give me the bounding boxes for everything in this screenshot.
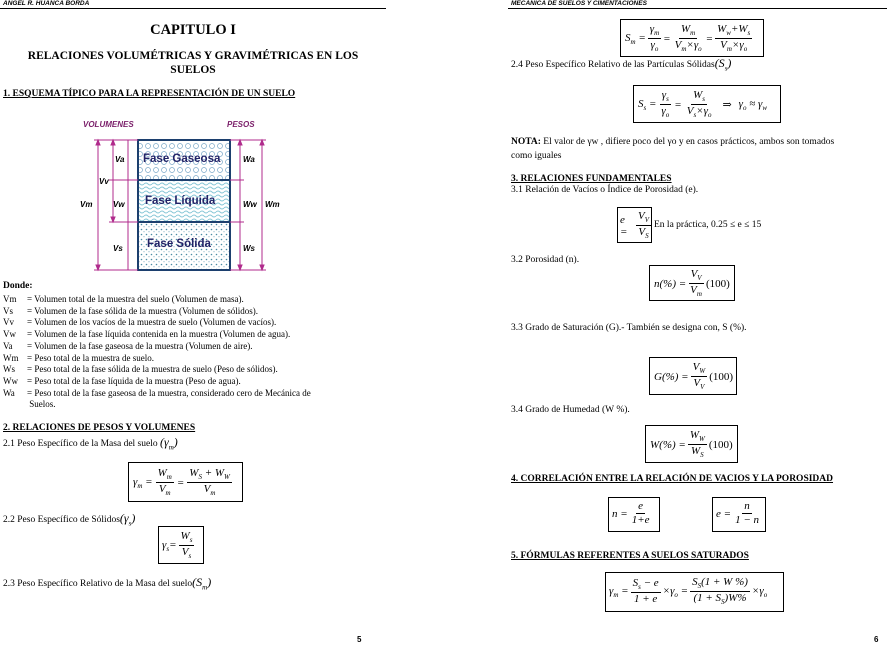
definition-item [3,364,278,375]
definition-key: Va [3,340,13,351]
definition-item [3,306,258,317]
definition-item [3,329,290,340]
definition-text: = Peso total de la fase sólida de la muestra de suelo (Peso de sólidos). [27,364,278,375]
definition-text: = Peso total de la muestra de suelo. [27,352,155,363]
definition-text: = Volumen de la fase líquida contenida en la muestra (Volumen de agua). [27,329,291,340]
s21-text: 2.1 Peso Específico de la Masa del suelo $(\gamma_m)$ [3,435,178,452]
phase-gas-label: Fase Gaseosa [143,153,221,165]
left-header-rule [0,8,386,9]
practice-range: En la práctica, 0.25 ≤ e ≤ 15 [654,220,762,230]
s23-text: 2.3 Peso Específico Relativo de la Masa del $suelo(S_m)$ [3,575,212,592]
wm-label: Wm [265,200,280,209]
formula-e-from-n: e = $\frac{n}{1 - n}$ [712,497,766,532]
soil-phase-diagram [0,118,386,278]
chapter-subtitle-line2: SUELOS [170,64,216,76]
definition-item [3,376,241,387]
definition-key: Wa [3,387,15,398]
s22-label: 2.2 Peso Específico de Sólidos [3,515,120,525]
right-page [508,0,887,645]
definition-text: = Volumen total de la muestra del suelo (Volumen de masa). [27,294,244,304]
ws-label: Ws [243,244,255,253]
definition-text: = Peso total de la fase líquida de la muestra (Peso de agua). [27,375,241,386]
formula-n: n(%) = $\frac{V_V}{V_m}$ (100) [649,265,735,301]
s34-text: 3.4 Grado de Humedad (W %). [511,405,630,415]
formula-sm: $S_m$ = $\frac{\gamma_m}{\gamma_o}$ = $\frac{W_m}{V_m\times\gamma_o}$ = $\frac{W_w+W_s}{V_m\times\gamma_o}$ [620,19,764,57]
section-5-heading: 5. FÓRMULAS REFERENTES A SUELOS SATURADOS [511,551,749,561]
vm-label: Vm [80,200,93,209]
section-1-heading: 1. ESQUEMA TÍPICO PARA LA REPRESENTACIÓN DE UN SUELO [3,89,296,99]
formula-gamma-s: $\gamma_s=$ $\frac{W_s}{V_s}$ [158,526,204,564]
definition-text: = Volumen de la fase sólida de la muestra (Volumen de sólidos). [27,305,259,316]
definition-key: Ww [3,375,18,386]
definition-text: = Volumen de los vacíos de la muestra de suelo (Volumen de vacíos). [27,317,277,328]
nota-text-1: El valor de γw , difiere poco del γo y en casos prácticos, ambos son tomados [540,137,835,147]
vs-label: Vs [113,244,123,253]
section-3-heading: 3. RELACIONES FUNDAMENTALES [511,174,672,184]
formula-ss: $S_s$ = $\frac{\gamma_s}{\gamma_o}$ = $\frac{W_s}{V_s\times\gamma_o}$ ⇒ $\gamma_o \approx \gamma_w$ [633,85,781,123]
right-page-number: 6 [874,635,879,644]
formula-w: W(%) = $\frac{W_W}{W_S}$ (100) [645,425,738,463]
formula-gamma-m-saturated: $\gamma_m$ = $\frac{S_s - e}{1 + e}$ $\times\gamma_o$ = $\frac{S_S(1 + W \%)}{(1 + S_S)W\%}$ $\times\gamma_o$ [605,572,784,612]
nota-line2: como iguales [511,151,562,161]
definition-text: = Peso total de la fase gaseosa de la muestra, considerado cero de Mecánica de [27,387,311,398]
va-label: Va [115,155,125,164]
ww-label: Ww [243,200,257,209]
vv-label: Vv [99,177,109,186]
section-2-heading: 2. RELACIONES DE PESOS Y VOLUMENES [3,423,196,433]
left-header: ANGEL R. HUANCA BORDA [3,0,90,7]
definition-key: Vv [3,317,14,328]
definition-key: Wm [3,352,19,363]
s24-label: 2.4 Peso Específico Relativo de las Partículas Sólidas [511,60,715,70]
definition-text: = Volumen de la fase gaseosa de la muestra (Volumen de aire). [27,340,253,351]
right-header-rule [508,8,887,9]
nota-bold: NOTA: [511,137,541,147]
definition-item [3,353,154,364]
left-page [0,0,386,645]
formula-n-from-e: n = $\frac{e}{1+e}$ [608,497,660,532]
formula-gamma-m: $\gamma_m$ = $\frac{W_m}{V_m}$ = $\frac{W_S + W_W}{V_m}$ [128,462,243,502]
left-page-number: 5 [357,635,362,644]
definition-item [3,317,276,328]
section-4-heading: 4. CORRELACIÓN ENTRE LA RELACIÓN DE VACIOS Y LA POROSIDAD [511,474,834,484]
chapter-title: CAPITULO I [150,22,236,38]
volumenes-label: VOLUMENES [83,120,134,129]
definition-item [3,388,311,399]
s33-text: 3.3 Grado de Saturación (G).- También se designa con, S (%). [511,323,747,333]
definition-key: Ws [3,364,15,375]
definition-item [3,341,253,352]
definition-key: Vw [3,329,16,340]
vw-label: Vw [113,200,125,209]
formula-e: e = $\frac{V_V}{V_S}$ [617,207,652,243]
phase-solid-label: Fase Sólida [147,238,211,250]
formula-g: G(%) = $\frac{V_W}{V_V}$ (100) [649,357,737,395]
definition-item [3,294,244,305]
pesos-label: PESOS [227,120,255,129]
definition-key: Vm [3,294,17,304]
nota-line1 [511,137,834,148]
phase-liquid-label: Fase Líquida [145,195,216,207]
chapter-subtitle-line1: RELACIONES VOLUMÉTRICAS Y GRAVIMÉTRICAS EN LOS [27,50,359,62]
donde-label: Donde: [3,281,33,291]
s21-label: 2.1 Peso Específico de la Masa del suelo [3,439,158,449]
definition-item [3,399,56,410]
s24-text: 2.4 Peso Específico Relativo de las Partículas $Sólidas(S_s)$ [511,56,732,73]
s23-label: 2.3 Peso Específico Relativo de la Masa del suelo [3,579,193,589]
definition-text: Suelos. [27,399,56,410]
definition-key: Vs [3,305,14,316]
wa-label: Wa [243,155,255,164]
s31-text: 3.1 Relación de Vacíos o Índice de Porosidad (e). [511,185,699,195]
s22-text: 2.2 Peso Específico de $Sólidos(\gamma_s)$ [3,511,136,528]
right-header: MECANICA DE SUELOS Y CIMENTACIONES [511,0,647,7]
s32-text: 3.2 Porosidad (n). [511,255,580,265]
